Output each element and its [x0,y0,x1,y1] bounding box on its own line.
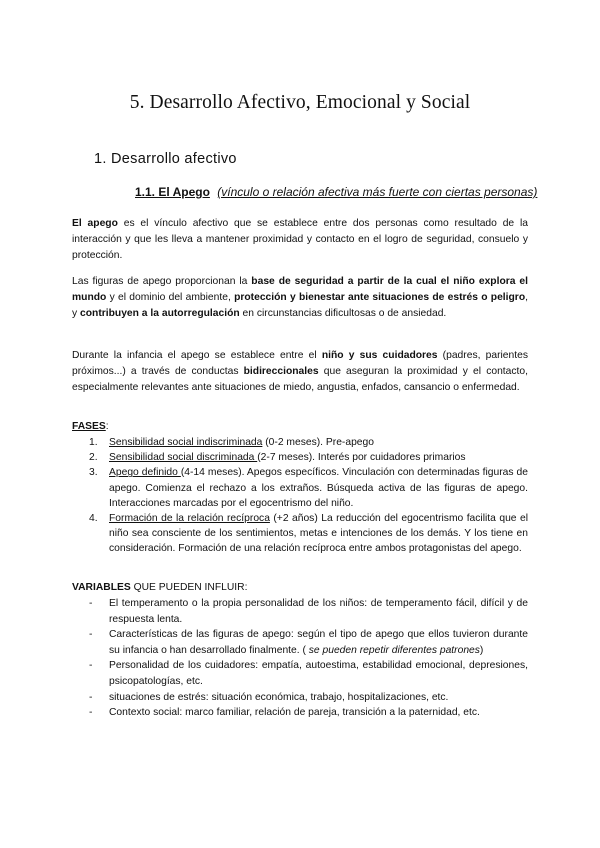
section-heading: 1. Desarrollo afectivo [94,151,237,167]
variable-text: situaciones de estrés: situación económica, trabajo, hospitalizaciones, etc. [109,691,449,703]
list-marker: 1. [89,437,98,448]
list-marker: - [89,629,93,641]
list-marker: - [89,707,93,719]
phase-name: Formación de la relación recíproca [109,513,270,525]
list-marker: 2. [89,452,98,464]
list-item [72,435,528,450]
variable-text: El temperamento o la propia personalidad de los niños: de temperamento fácil, difícil y de respuesta lenta. [109,598,528,625]
bold-text: bidireccionales [243,366,319,378]
variables-list [72,596,528,721]
list-item [72,511,528,557]
list-item [72,465,528,511]
fases-colon: : [105,421,109,432]
paragraph-text: es el vínculo afectivo que se establece entre dos personas como resultado de la interacción y que les lleva a mantener proximidad y contacto en el logro de seguridad, consuelo y protección. [72,218,529,262]
list-marker: - [89,598,93,609]
paragraph-text: Las figuras de apego proporcionan la [72,276,252,287]
list-item [72,690,528,706]
variables-label-text: QUE PUEDEN INFLUIR: [130,582,248,593]
bold-text: contribuyen a la autorregulación [80,308,240,320]
paragraph-text: en circunstancias dificultosas o de ansiedad. [239,308,447,320]
phase-text: (0-2 meses). Pre-apego [262,437,374,448]
variable-text: Contexto social: marco familiar, relación de pareja, transición a la paternidad, etc. [109,707,480,719]
page-title: 5. Desarrollo Afectivo, Emocional y Social [129,92,471,113]
term-apego: El apego [72,218,118,229]
list-item [72,705,528,721]
paragraph-figures [72,274,528,323]
list-item [72,627,528,658]
list-item [72,658,528,689]
paragraph-definition [72,216,528,265]
list-marker: - [89,691,93,703]
list-marker: - [89,660,93,672]
fases-label-text: FASES [72,421,106,432]
paragraph-infancy [72,348,528,397]
bold-text: protección y bienestar ante situaciones de estrés o peligro [234,292,526,304]
subsection-subtitle: (vínculo o relación afectiva más fuerte con ciertas personas) [217,185,538,199]
fases-label [72,421,109,432]
phase-text: (4-14 meses). Apegos específicos. Vinculación con determinadas figuras de apego. Comienza el rechazo a los extraños. Búsqueda activa de las figuras de apego. Interacciones marcadas por el egocentrismo del niño. [109,467,528,509]
phase-name: Sensibilidad social discriminada [109,452,258,464]
bold-text: base de seguridad a partir de la cual el niño explora el mundo [72,276,528,304]
phase-text: (+2 años) La reducción del egocentrismo facilita que el niño sea consciente de los sentimientos, metas e intenciones de los demás. Y los tiene en consideración. Formación de una relación recíproca entre ambos protagonistas del apego. [109,513,528,555]
paragraph-text: y el dominio del ambiente, [106,292,235,304]
variables-label [72,582,247,593]
phase-name: Sensibilidad social indiscriminada [109,437,263,448]
variable-italic-text: se pueden repetir diferentes patrones [308,644,480,656]
fases-list [72,435,528,557]
variables-label-bold: VARIABLES [72,582,131,593]
bold-text: niño y sus cuidadores [321,350,438,361]
subsection-heading [135,185,537,199]
phase-name: Apego definido [109,467,181,479]
variable-text: Características de las figuras de apego: según el tipo de apego que ellos tuvieron durante su infancia o han desarrollado finalmente. ( [109,629,528,656]
list-item [72,596,528,627]
list-marker: 4. [89,513,98,525]
paragraph-text: (padres, parientes próximos...) a través de conductas [72,350,528,378]
list-item [72,450,528,465]
variable-text: Personalidad de los cuidadores: empatía, autoestima, estabilidad emocional, depresiones, psicopatologías, etc. [109,660,528,687]
subsection-title: 1.1. El Apego [135,185,210,199]
paragraph-text: que aseguran la proximidad y el contacto, especialmente relevantes ante situaciones de miedo, angustia, enfados, cansancio o enfermedad. [72,366,528,394]
variable-text-end: ) [479,644,484,656]
list-marker: 3. [89,467,98,479]
paragraph-text: Durante la infancia el apego se establece entre el [72,350,322,361]
phase-text: (2-7 meses). Interés por cuidadores primarios [257,452,466,464]
paragraph-text: , y [72,292,528,320]
